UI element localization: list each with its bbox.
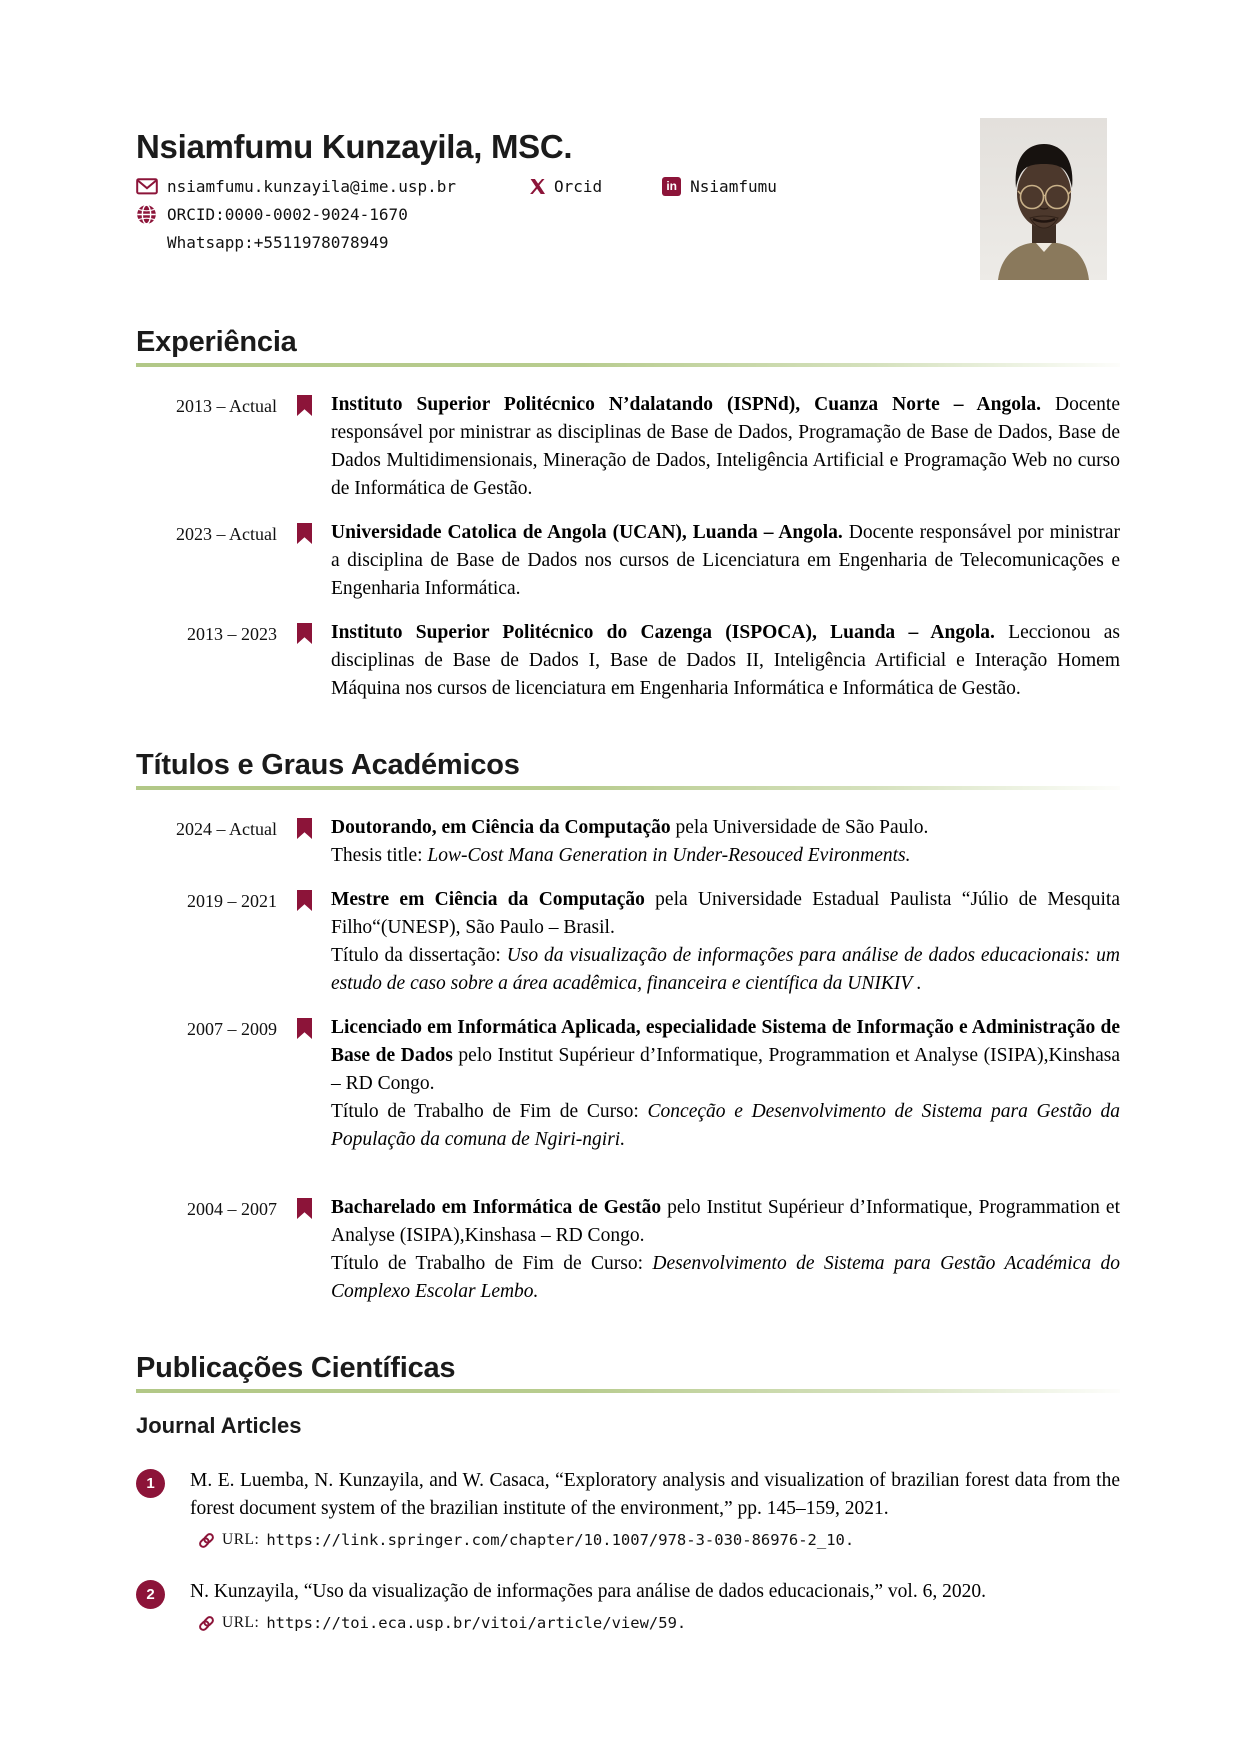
subsection-journal-articles: Journal Articles <box>136 1413 302 1438</box>
orcid-id-text: ORCID:0000-0002-9024-1670 <box>167 204 408 224</box>
section-title-degrees: Títulos e Graus Académicos <box>136 749 520 781</box>
bookmark-icon <box>277 1014 331 1154</box>
section-rule <box>136 1389 1120 1393</box>
entry-description: Docente responsável por ministrar a disciplina de Base de Dados nos cursos de Licenciatura em Engenharia de Telecomunicações e Engenharia Informática. <box>331 522 1121 599</box>
degree-entry <box>136 1194 1120 1306</box>
publication-number-cell <box>136 1467 190 1554</box>
thesis-label: Título da dissertação: <box>331 945 507 966</box>
entry-body <box>331 814 1120 870</box>
orcid-link-label: Orcid <box>553 176 603 196</box>
degree-institution: pela Universidade Estadual Paulista “Júlio de Mesquita Filho“(UNESP), São Paulo – Brasil. <box>331 889 1120 938</box>
entry-dates: 2013 – 2023 <box>187 624 277 644</box>
degree-entry <box>136 814 1120 870</box>
publication-item <box>136 1467 1120 1554</box>
publication-number-cell <box>136 1578 190 1637</box>
x-twitter-icon <box>530 179 545 194</box>
publication-citation: N. Kunzayila, “Uso da visualização de informações para análise de dados educacionais,” vol. 6, 2020. <box>190 1581 986 1602</box>
thesis-title: Low-Cost Mana Generation in Under-Resouced Evironments. <box>427 845 911 866</box>
publication-url[interactable]: https://link.springer.com/chapter/10.1007/978-3-030-86976-2_10. <box>266 1531 855 1549</box>
contact-block <box>136 172 1120 256</box>
section-title-experience: Experiência <box>136 326 297 358</box>
orcid-id-link[interactable] <box>136 204 408 225</box>
degree-title: Bacharelado em Informática de Gestão <box>331 1197 662 1218</box>
section-title-publications: Publicações Científicas <box>136 1352 456 1384</box>
section-rule <box>136 786 1120 790</box>
bookmark-icon <box>277 619 331 703</box>
publication-citation: M. E. Luemba, N. Kunzayila, and W. Casaca, “Exploratory analysis and visualization of brazilian forest data from the forest document system of the brazilian institute of the environment,” pp. 145–159, 2021. <box>190 1470 1120 1519</box>
bookmark-icon <box>277 391 331 503</box>
experience-entries <box>136 391 1120 703</box>
contact-row-1 <box>136 172 1120 200</box>
section-rule <box>136 363 1120 367</box>
globe-icon <box>136 204 158 225</box>
bookmark-icon <box>277 1194 331 1306</box>
contact-row-2 <box>136 200 1120 228</box>
publication-list <box>136 1467 1120 1637</box>
linkedin-link[interactable] <box>662 177 777 196</box>
entry-dates: 2007 – 2009 <box>187 1019 277 1039</box>
entry-body <box>331 519 1120 603</box>
section-publications <box>136 1352 1120 1637</box>
entry-title: Instituto Superior Politécnico do Cazenga (ISPOCA), Luanda – Angola. <box>331 622 995 643</box>
degree-institution: pelo Institut Supérieur d’Informatique, Programmation et Analyse (ISIPA),Kinshasa – RD Congo. <box>331 1197 1120 1246</box>
entry-description: Leccionou as disciplinas de Base de Dados I, Base de Dados II, Inteligência Artificial e Interação Homem Máquina nos cursos de licenciatura em Engenharia Informática e Informática de Gestão. <box>331 622 1121 699</box>
thesis-title: Uso da visualização de informações para análise de dados educacionais: um estudo de caso sobre a área acadêmica, financeira e científica da UNIKIV . <box>331 945 1120 994</box>
entry-body <box>331 619 1120 703</box>
link-icon <box>198 1615 215 1632</box>
experience-entry <box>136 519 1120 603</box>
contact-row-3 <box>136 228 1120 256</box>
entry-dates: 2004 – 2007 <box>187 1199 277 1219</box>
thesis-title: Desenvolvimento de Sistema para Gestão Académica do Complexo Escolar Lembo. <box>331 1253 1120 1302</box>
entry-title: Universidade Catolica de Angola (UCAN), Luanda – Angola. <box>331 522 843 543</box>
thesis-label: Thesis title: <box>331 845 428 866</box>
experience-entry <box>136 619 1120 703</box>
publication-url-line <box>190 1609 1120 1637</box>
email-text: nsiamfumu.kunzayila@ime.usp.br <box>167 176 456 196</box>
degree-institution: pelo Institut Supérieur d’Informatique, Programmation et Analyse (ISIPA),Kinshasa – RD Congo. <box>331 1045 1120 1094</box>
experience-entry <box>136 391 1120 503</box>
email-link[interactable] <box>136 177 456 196</box>
degree-title: Doutorando, em Ciência da Computação <box>331 817 671 838</box>
section-degrees <box>136 749 1120 1306</box>
publication-body <box>190 1467 1120 1554</box>
link-icon <box>198 1532 215 1549</box>
entry-title: Instituto Superior Politécnico N’dalatando (ISPNd), Cuanza Norte – Angola. <box>331 394 1041 415</box>
thesis-label: Título de Trabalho de Fim de Curso: <box>331 1101 648 1122</box>
entry-body <box>331 391 1120 503</box>
bookmark-icon <box>277 886 331 998</box>
entry-dates: 2013 – Actual <box>176 396 277 416</box>
thesis-title: Conceção e Desenvolvimento de Sistema para Gestão da População da comuna de Ngiri-ngiri. <box>331 1101 1120 1150</box>
degree-institution: pela Universidade de São Paulo. <box>670 817 929 838</box>
entry-dates: 2024 – Actual <box>176 819 277 839</box>
publication-url[interactable]: https://toi.eca.usp.br/vitoi/article/view/59. <box>266 1614 687 1632</box>
entry-dates: 2019 – 2021 <box>187 891 277 911</box>
degree-title: Mestre em Ciência da Computação <box>331 889 645 910</box>
degree-entry <box>136 1014 1120 1154</box>
publication-body <box>190 1578 1120 1637</box>
thesis-label: Título de Trabalho de Fim de Curso: <box>331 1253 653 1274</box>
orcid-profile-link[interactable] <box>530 177 602 196</box>
publication-number-badge: 1 <box>136 1469 165 1498</box>
whatsapp-text: Whatsapp:+5511978078949 <box>167 232 389 252</box>
profile-photo <box>980 118 1107 280</box>
publication-item <box>136 1578 1120 1637</box>
entry-body <box>331 886 1120 998</box>
section-experience <box>136 326 1120 703</box>
entry-body <box>331 1194 1120 1306</box>
linkedin-icon: in <box>662 177 681 196</box>
bookmark-icon <box>277 519 331 603</box>
degree-entries <box>136 814 1120 1306</box>
publication-number-badge: 2 <box>136 1580 165 1609</box>
page-title: Nsiamfumu Kunzayila, MSC. <box>136 128 573 165</box>
url-label: URL: <box>222 1531 260 1548</box>
degree-title: Licenciado em Informática Aplicada, especialidade Sistema de Informação e Administração de Base de Dados <box>331 1017 1120 1066</box>
url-label: URL: <box>222 1614 260 1631</box>
publication-url-line <box>190 1526 1120 1554</box>
header <box>136 130 1120 256</box>
entry-body <box>331 1014 1120 1154</box>
degree-entry <box>136 886 1120 998</box>
bookmark-icon <box>277 814 331 870</box>
entry-dates: 2023 – Actual <box>176 524 277 544</box>
envelope-icon <box>136 178 158 195</box>
linkedin-label: Nsiamfumu <box>690 176 777 196</box>
entry-description: Docente responsável por ministrar as disciplinas de Base de Dados, Programação de Base de Dados, Base de Dados Multidimensionais, Mineração de Dados, Inteligência Artificial e Programação Web no curso de Informática de Gestão. <box>331 394 1120 499</box>
